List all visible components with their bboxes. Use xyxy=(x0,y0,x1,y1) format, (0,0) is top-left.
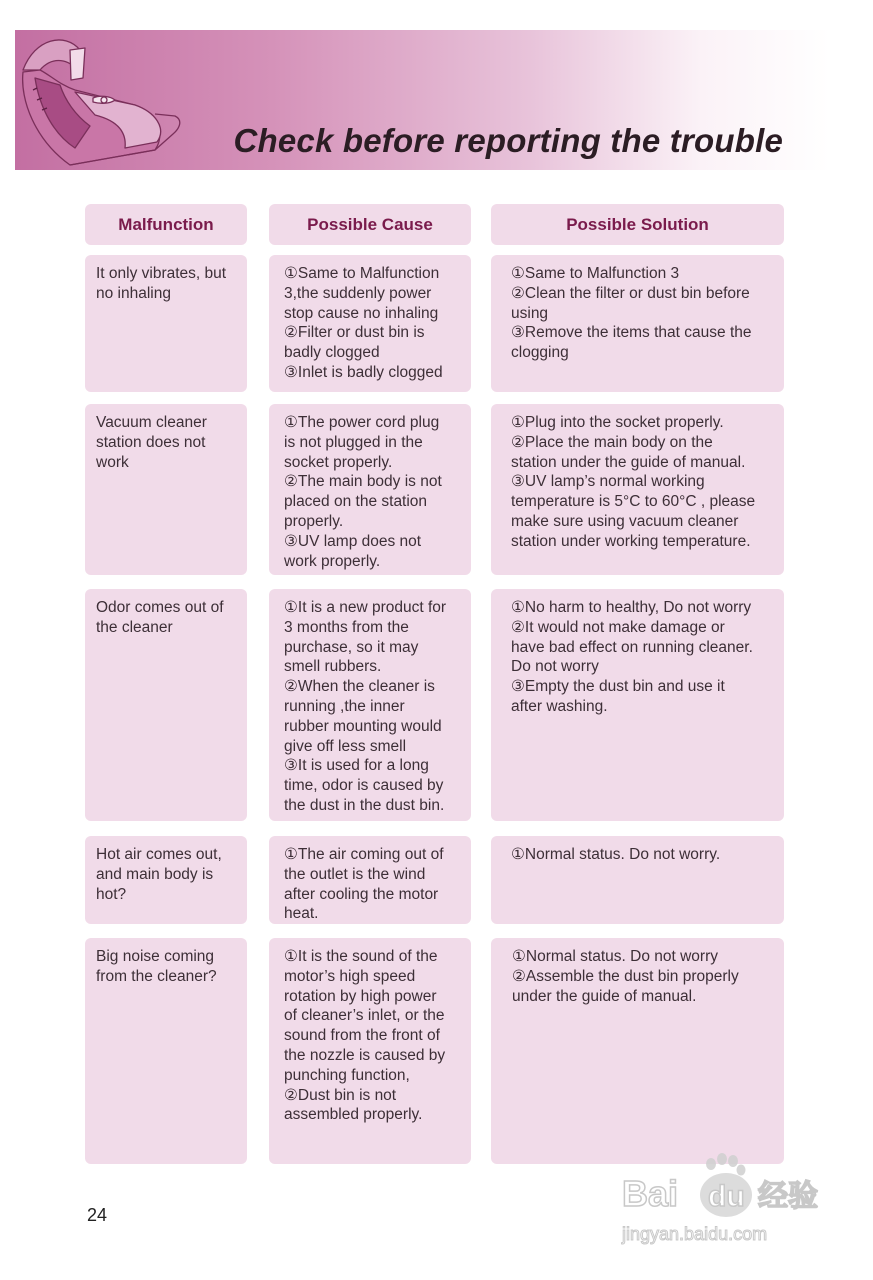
text-line: Vacuum cleaner xyxy=(96,414,207,431)
table-row-2-solution xyxy=(491,404,784,575)
text-line: Hot air comes out, xyxy=(96,846,222,863)
text-line: 3 months from the xyxy=(284,618,409,636)
text-line: ①The power cord plug xyxy=(284,414,440,431)
text-line: station does not xyxy=(96,433,206,451)
table-row-3-solution xyxy=(491,589,784,821)
text-line: after cooling the motor xyxy=(284,885,439,903)
paw-toe xyxy=(728,1155,738,1167)
text-line: ②Filter or dust bin is xyxy=(284,324,425,342)
text-line: heat. xyxy=(284,905,319,923)
watermark-cn: 经验 xyxy=(758,1179,818,1214)
table-row-5-solution xyxy=(491,938,784,1164)
text-line: stop cause no inhaling xyxy=(284,304,439,322)
text-line: the nozzle is caused by xyxy=(284,1046,446,1064)
table-row-1-cause xyxy=(269,255,471,392)
text-line: ②Assemble the dust bin properly xyxy=(512,967,739,985)
text-line: ②Dust bin is not xyxy=(284,1086,397,1104)
text-line: the dust in the dust bin. xyxy=(284,796,445,814)
table-row-5-cause xyxy=(269,938,471,1164)
text-line: socket properly. xyxy=(284,453,393,471)
vacuum-cleaner-illustration xyxy=(15,30,215,170)
text-line: work xyxy=(96,453,129,471)
paw-toe xyxy=(706,1158,716,1170)
text-line: ①Same to Malfunction 3 xyxy=(511,265,680,282)
column-header-possible-solution: Possible Solution xyxy=(491,204,784,245)
text-line: hot? xyxy=(96,885,127,903)
text-line: ①Normal status. Do not worry xyxy=(512,948,718,965)
text-line: no inhaling xyxy=(96,284,171,302)
text-line: ②When the cleaner is xyxy=(284,678,435,696)
table-row-3-malfunction xyxy=(85,589,247,821)
text-line: ③Empty the dust bin and use it xyxy=(511,678,725,696)
paw-toe xyxy=(737,1165,746,1176)
text-line: smell rubbers. xyxy=(284,658,382,676)
text-line: ②It would not make damage or xyxy=(511,618,725,636)
watermark-url: jingyan.baidu.com xyxy=(622,1224,768,1244)
text-line: ③Remove the items that cause the xyxy=(511,324,752,342)
text-line: assembled properly. xyxy=(284,1106,423,1124)
text-line: running ,the inner xyxy=(284,697,405,715)
text-line: Odor comes out of xyxy=(96,599,224,616)
text-line: purchase, so it may xyxy=(284,638,419,656)
text-line: placed on the station xyxy=(284,493,428,511)
text-line: the cleaner xyxy=(96,618,173,636)
text-line: It only vibrates, but xyxy=(96,265,227,282)
column-header-possible-cause: Possible Cause xyxy=(269,204,471,245)
text-line: station under working temperature. xyxy=(511,532,751,550)
text-line: clogging xyxy=(511,344,569,362)
table-row-5-malfunction xyxy=(85,938,247,1164)
table-row-1-malfunction xyxy=(85,255,247,392)
table-row-2-cause xyxy=(269,404,471,575)
text-line: rubber mounting would xyxy=(284,717,442,735)
watermark-brand: Bai xyxy=(622,1173,679,1214)
page-title: Check before reporting the trouble xyxy=(233,122,783,159)
text-line: ①It is a new product for xyxy=(284,599,447,616)
text-line: is not plugged in the xyxy=(284,433,423,451)
text-line: 3,the suddenly power xyxy=(284,284,432,302)
text-line: ②Place the main body on the xyxy=(511,433,713,451)
text-line: give off less smell xyxy=(284,737,407,755)
text-line: after washing. xyxy=(511,697,608,715)
table-row-3-cause xyxy=(269,589,471,821)
text-line: ③UV lamp’s normal working xyxy=(511,473,705,491)
table-row-4-malfunction xyxy=(85,836,247,924)
text-line: ②The main body is not xyxy=(284,473,442,491)
text-line: properly. xyxy=(284,512,344,530)
table-row-4-cause xyxy=(269,836,471,924)
text-line: ①Normal status. Do not worry. xyxy=(511,846,721,863)
text-line: ③It is used for a long xyxy=(284,757,429,775)
text-line: rotation by high power xyxy=(284,987,437,1005)
text-line: of cleaner’s inlet, or the xyxy=(284,1007,445,1025)
table-row-1-solution xyxy=(491,255,784,392)
text-line: motor’s high speed xyxy=(284,967,416,985)
table-row-4-solution xyxy=(491,836,784,924)
text-line: Do not worry xyxy=(511,658,599,676)
text-line: Big noise coming xyxy=(96,948,215,965)
text-line: sound from the front of xyxy=(284,1027,440,1045)
text-line: ③UV lamp does not xyxy=(284,532,422,550)
text-line: temperature is 5°C to 60°C , please xyxy=(511,493,756,511)
text-line: under the guide of manual. xyxy=(512,987,697,1005)
watermark-brand-du: du xyxy=(708,1180,745,1213)
text-line: time, odor is caused by xyxy=(284,777,444,795)
text-line: from the cleaner? xyxy=(96,967,217,985)
text-line: station under the guide of manual. xyxy=(511,453,746,471)
text-line: ①No harm to healthy, Do not worry xyxy=(511,599,752,616)
text-line: work properly. xyxy=(284,552,381,570)
text-line: ①Plug into the socket properly. xyxy=(511,414,724,431)
text-line: ①It is the sound of the xyxy=(284,948,438,965)
text-line: ①The air coming out of xyxy=(284,846,444,863)
paw-toe xyxy=(717,1153,727,1165)
text-line: punching function, xyxy=(284,1066,410,1084)
text-line: using xyxy=(511,304,549,322)
text-line: ①Same to Malfunction xyxy=(284,265,440,282)
text-line: have bad effect on running cleaner. xyxy=(511,638,753,656)
column-header-malfunction: Malfunction xyxy=(85,204,247,245)
text-line: badly clogged xyxy=(284,344,380,362)
text-line: make sure using vacuum cleaner xyxy=(511,512,739,530)
text-line: ③Inlet is badly clogged xyxy=(284,363,443,381)
page-number: 24 xyxy=(87,1205,108,1225)
text-line: the outlet is the wind xyxy=(284,865,426,883)
table-row-2-malfunction xyxy=(85,404,247,575)
text-line: and main body is xyxy=(96,865,214,883)
text-line: ②Clean the filter or dust bin before xyxy=(511,284,750,302)
baidu-jingyan-watermark xyxy=(618,1150,828,1250)
